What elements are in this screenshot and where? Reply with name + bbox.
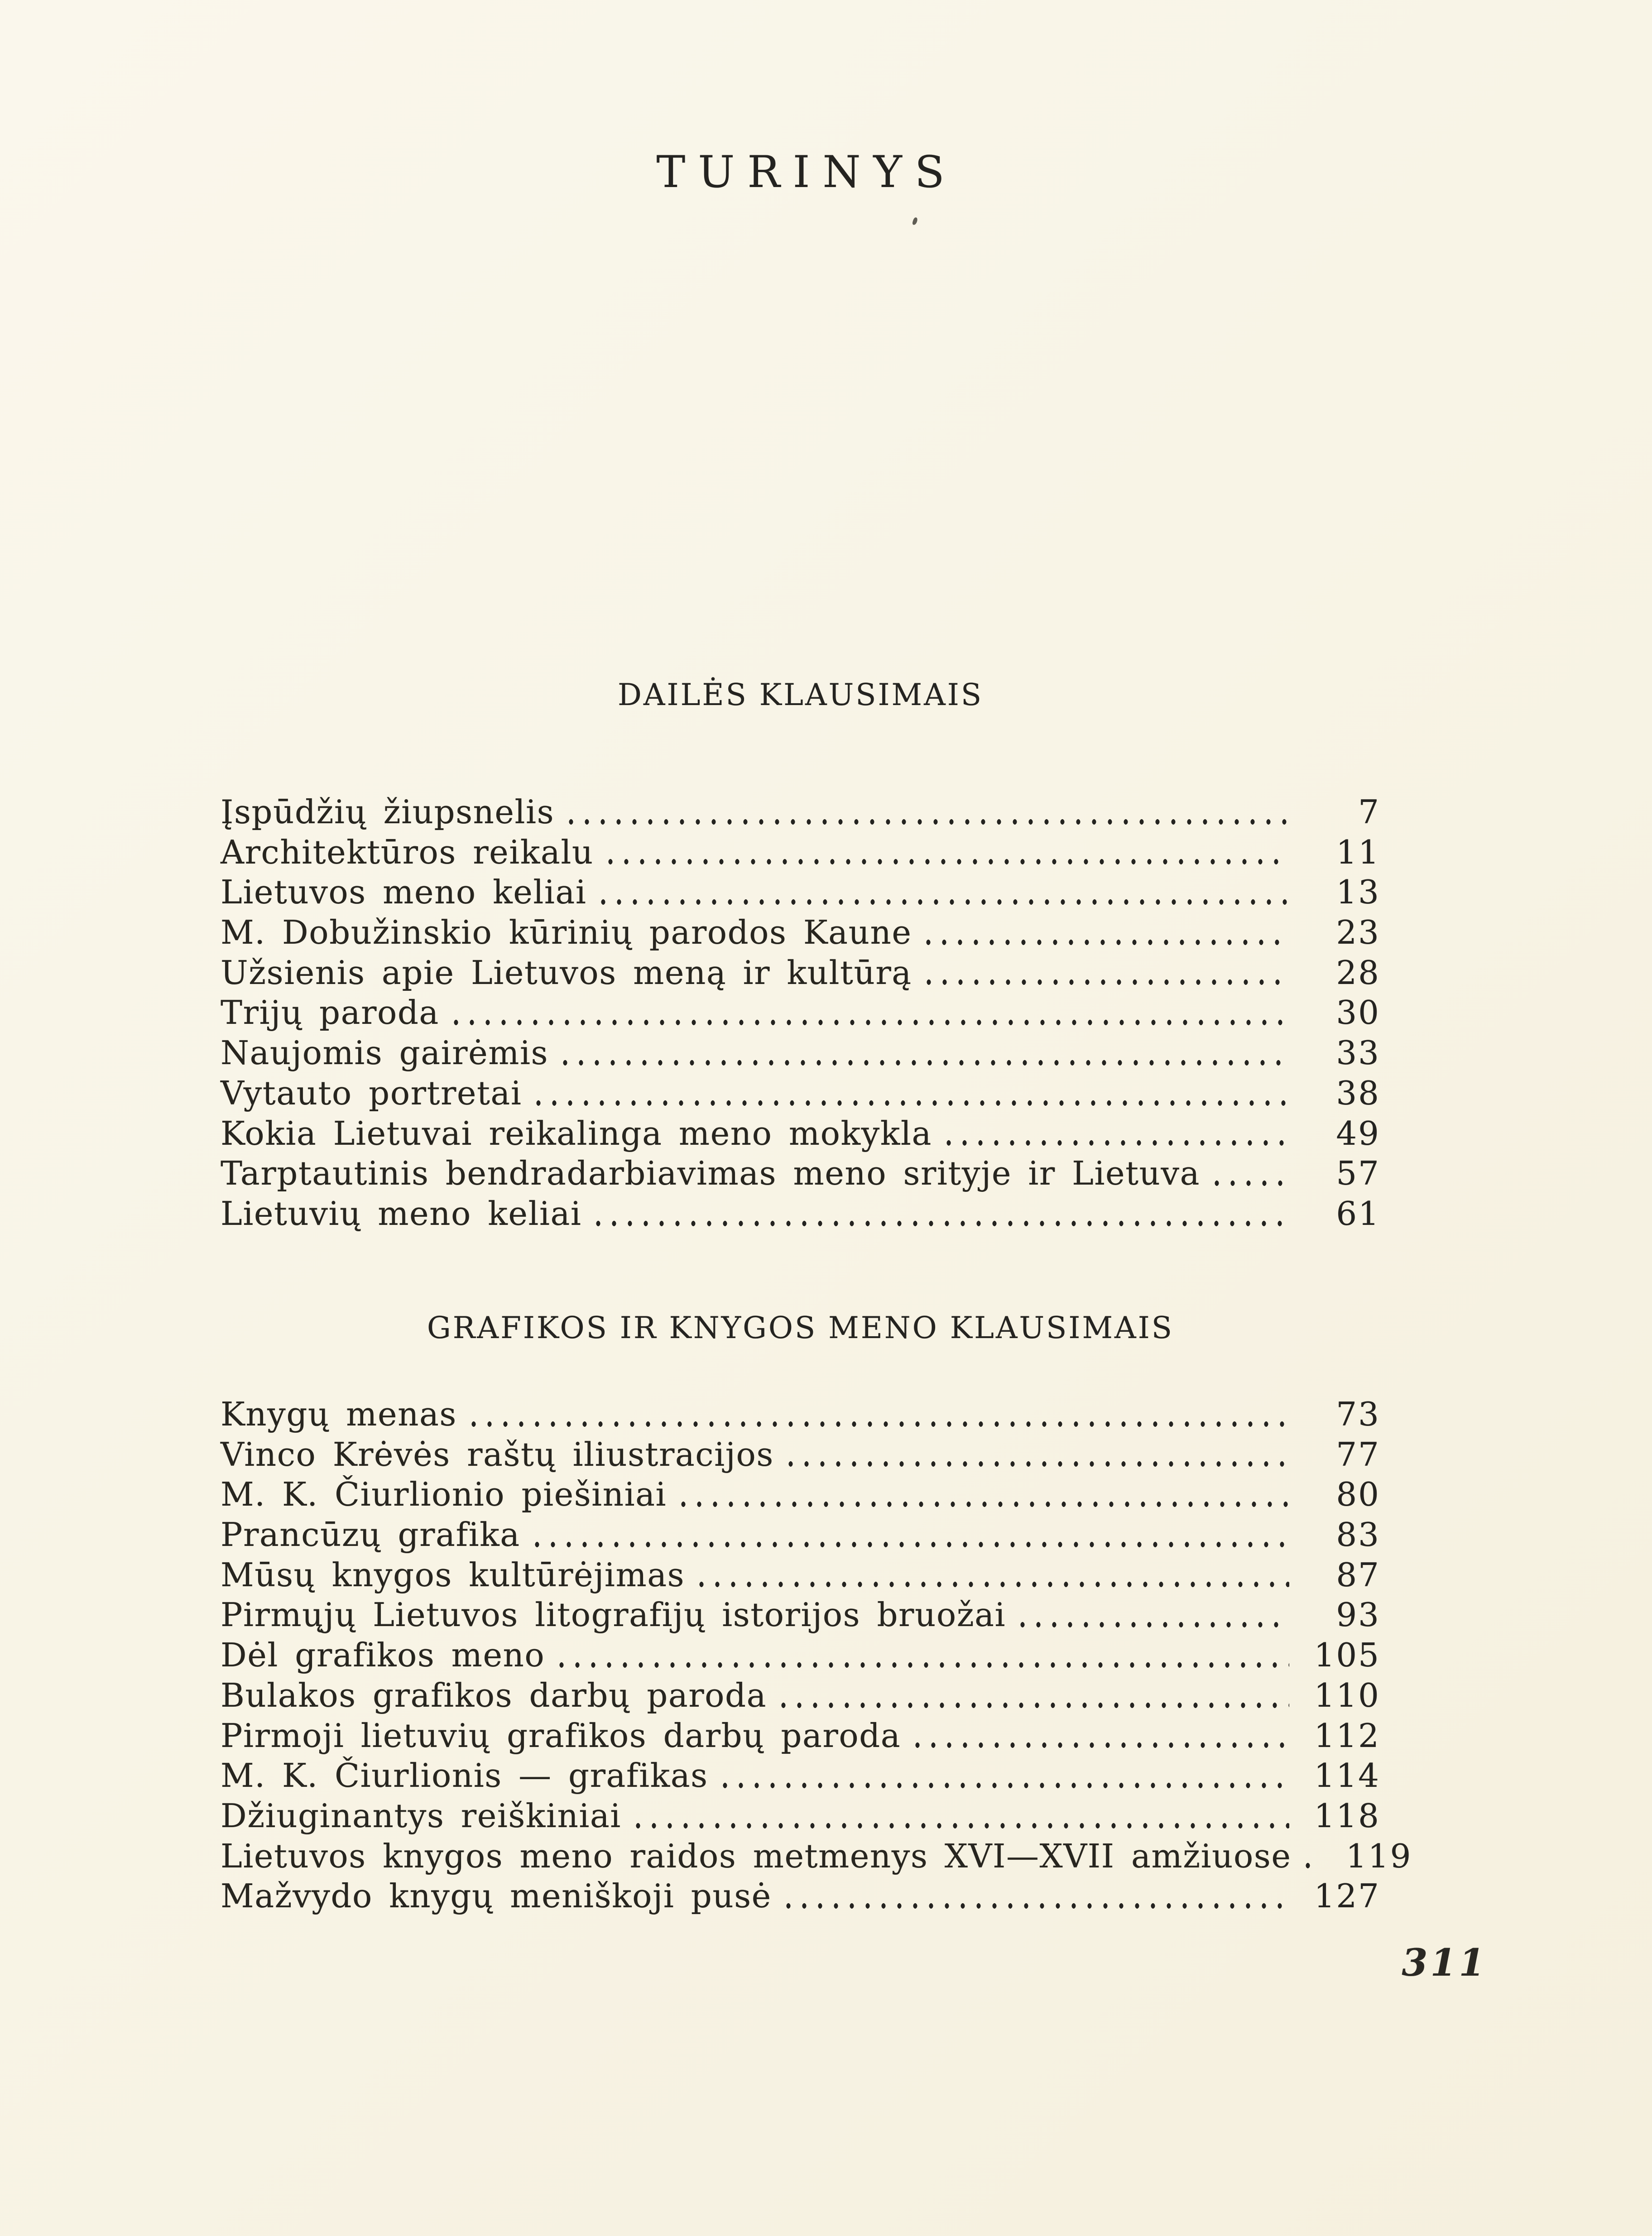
entry-title: Trijų paroda <box>221 993 439 1032</box>
entry-page-number: 7 <box>1358 793 1380 831</box>
entry-page-number: 118 <box>1314 1796 1380 1835</box>
entry-page-number: 105 <box>1314 1636 1380 1675</box>
dot-leader <box>925 939 1289 945</box>
toc-entry <box>221 1033 1380 1073</box>
dot-leader <box>534 1541 1289 1548</box>
entry-page-number: 114 <box>1314 1756 1380 1795</box>
entry-page-number: 73 <box>1336 1395 1380 1433</box>
entry-page-number: 83 <box>1336 1516 1380 1554</box>
entry-title: Džiuginantys reiškiniai <box>221 1796 621 1835</box>
entry-page-number: 38 <box>1336 1074 1380 1112</box>
entry-page-number: 49 <box>1336 1114 1380 1152</box>
page-title: TURINYS <box>656 147 957 197</box>
dot-leader <box>1305 1862 1321 1869</box>
dot-leader <box>780 1702 1289 1708</box>
toc-entry <box>221 1796 1380 1836</box>
entry-page-number: 119 <box>1346 1837 1412 1875</box>
entry-page-number: 11 <box>1336 833 1380 871</box>
toc-entry <box>221 912 1380 953</box>
toc-entry <box>221 993 1380 1033</box>
toc-entry <box>221 953 1380 993</box>
toc-list <box>221 1394 1412 1916</box>
dot-leader <box>946 1140 1289 1146</box>
toc-entry <box>221 1153 1380 1194</box>
ink-speck <box>912 217 918 226</box>
dot-leader <box>635 1823 1289 1829</box>
entry-page-number: 61 <box>1336 1194 1380 1233</box>
entry-page-number: 57 <box>1336 1154 1380 1193</box>
toc-entry <box>221 1595 1380 1635</box>
entry-page-number: 30 <box>1336 993 1380 1032</box>
entry-page-number: 77 <box>1336 1435 1380 1473</box>
toc-entry <box>221 1756 1380 1796</box>
entry-page-number: 13 <box>1336 873 1380 912</box>
dot-leader <box>600 899 1289 905</box>
toc-entry <box>221 1635 1380 1675</box>
entry-title: Mažvydo knygų meniškoji pusė <box>221 1877 772 1915</box>
entry-title: Architektūros reikalu <box>221 833 594 871</box>
entry-title: Pirmųjų Lietuvos litografijų istorijos bruožai <box>221 1596 1006 1634</box>
dot-leader <box>926 979 1289 985</box>
section-heading: GRAFIKOS IR KNYGOS MENO KLAUSIMAIS <box>427 1310 1174 1345</box>
entry-page-number: 23 <box>1336 913 1380 952</box>
entry-page-number: 28 <box>1336 953 1380 992</box>
page-number: 311 <box>1402 1941 1488 1985</box>
toc-entry <box>221 1675 1380 1716</box>
entry-title: Vytauto portretai <box>221 1074 522 1112</box>
section-heading: DAILĖS KLAUSIMAIS <box>617 677 984 712</box>
dot-leader <box>785 1903 1289 1909</box>
toc-entry <box>221 1555 1380 1595</box>
toc-entry <box>221 1194 1380 1234</box>
dot-leader <box>1214 1180 1289 1186</box>
dot-leader <box>607 859 1289 865</box>
dot-leader <box>471 1421 1289 1427</box>
entry-title: Kokia Lietuvai reikalinga meno mokykla <box>221 1114 932 1152</box>
entry-title: Užsienis apie Lietuvos meną ir kultūrą <box>221 953 912 992</box>
toc-entry <box>221 832 1380 873</box>
entry-title: Mūsų knygos kultūrėjimas <box>221 1555 685 1594</box>
toc-entry <box>221 1073 1380 1113</box>
dot-leader <box>568 819 1289 825</box>
entry-page-number: 127 <box>1314 1877 1380 1915</box>
dot-leader <box>680 1501 1289 1507</box>
entry-title: Lietuvos meno keliai <box>221 873 587 912</box>
entry-title: Lietuvos knygos meno raidos metmenys XVI—XVII amžiuose <box>221 1837 1292 1875</box>
toc-entry <box>221 1474 1380 1515</box>
dot-leader <box>453 1019 1289 1026</box>
toc-entry <box>221 1394 1380 1435</box>
entry-title: Įspūdžių žiupsnelis <box>221 793 555 831</box>
entry-page-number: 110 <box>1314 1676 1380 1714</box>
toc-list <box>221 792 1380 1234</box>
entry-title: M. Dobužinskio kūrinių parodos Kaune <box>221 913 912 952</box>
entry-page-number: 33 <box>1336 1034 1380 1072</box>
entry-title: Bulakos grafikos darbų paroda <box>221 1676 767 1714</box>
dot-leader <box>595 1220 1289 1227</box>
dot-leader <box>788 1461 1289 1467</box>
entry-title: Vinco Krėvės raštų iliustracijos <box>221 1435 774 1473</box>
dot-leader <box>914 1742 1289 1748</box>
dot-leader <box>558 1662 1289 1668</box>
entry-title: Pirmoji lietuvių grafikos darbų paroda <box>221 1716 901 1755</box>
dot-leader <box>535 1100 1289 1106</box>
entry-title: Knygų menas <box>221 1395 457 1433</box>
dot-leader <box>562 1060 1289 1066</box>
entry-page-number: 112 <box>1314 1716 1380 1755</box>
toc-entry <box>221 872 1380 912</box>
toc-entry <box>221 1716 1380 1756</box>
dot-leader <box>1019 1622 1289 1628</box>
entry-title: Prancūzų grafika <box>221 1516 520 1554</box>
entry-title: M. K. Čiurlionio piešiniai <box>221 1475 667 1514</box>
toc-entry <box>221 1435 1380 1475</box>
toc-entry <box>221 1876 1380 1916</box>
entry-title: Lietuvių meno keliai <box>221 1194 582 1233</box>
entry-page-number: 87 <box>1336 1555 1380 1594</box>
toc-entry <box>221 792 1380 832</box>
entry-page-number: 93 <box>1336 1596 1380 1634</box>
dot-leader <box>722 1782 1289 1789</box>
dot-leader <box>698 1581 1289 1588</box>
entry-title: Naujomis gairėmis <box>221 1034 548 1072</box>
toc-entry <box>221 1515 1380 1555</box>
entry-title: Tarptautinis bendradarbiavimas meno srityje ir Lietuva <box>221 1154 1201 1193</box>
entry-title: Dėl grafikos meno <box>221 1636 545 1675</box>
entry-title: M. K. Čiurlionis — grafikas <box>221 1756 708 1795</box>
toc-entry <box>221 1113 1380 1154</box>
toc-entry <box>221 1836 1412 1876</box>
entry-page-number: 80 <box>1336 1475 1380 1514</box>
